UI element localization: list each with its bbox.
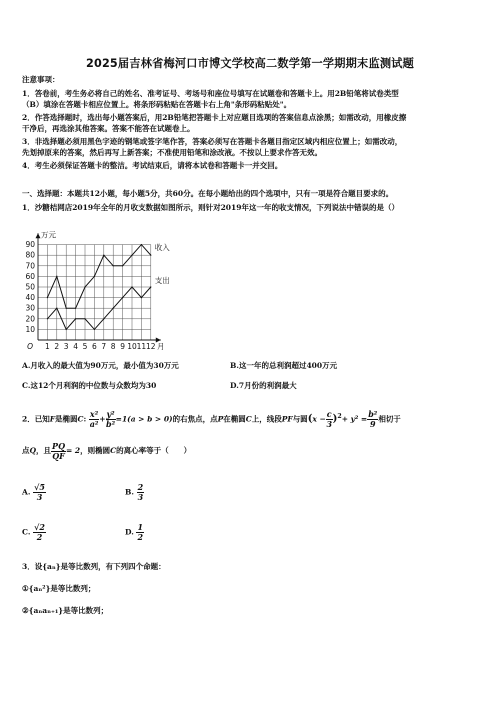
y-tick-label: 80 [25,250,35,260]
q2-option-a[interactable]: A. $\frac{√5}{3}$ [22,482,45,502]
data-point [150,255,151,256]
x-tick-label: 4 [73,342,78,351]
x-unit-label: 月 [157,342,165,351]
q1-option-d[interactable]: D.7月份的利润最大 [230,381,297,390]
data-point [131,255,132,256]
x-tick-label: 1 [45,342,50,351]
data-point [150,286,151,287]
notice-line: 2．作答选择题时，选出每小题答案后，用2B铅笔把答题卡上对应题目选项的答案信息点涂黑；如需改动，用橡皮擦 [22,113,407,122]
q1-option-c[interactable]: C.这12个月利润的中位数与众数均为30 [22,381,157,390]
notice-line: 1．答卷前，考生务必将自己的姓名、准考证号、考场号和座位号填写在试题卷和答题卡上。用2B铅笔将试卷类型 [22,89,399,98]
exam-title: 2025届吉林省梅河口市博文学校高二数学第一学期期末监测试题 [85,57,414,70]
income-expense-chart [22,228,222,353]
data-point [75,308,76,309]
question-3-stem: 3．设{aₙ}是等比数列，有下列四个命题： [22,562,166,571]
q3-item-1: ①{aₙ²}是等比数列； [22,584,96,593]
data-point [94,276,95,277]
x-tick-label: 12 [146,342,156,351]
x-tick-label: 6 [92,342,97,351]
data-point [84,318,85,319]
data-point [141,297,142,298]
notice-line: （B）填涂在答题卡相应位置上。将条形码粘贴在答题卡右上角"条形码粘贴处"。 [22,100,292,109]
x-tick-label: 7 [101,342,107,351]
y-tick-label: 90 [25,240,35,250]
y-unit-label: 万元 [41,230,56,240]
q2-option-b[interactable]: B. $\frac{2}{3}$ [125,482,144,502]
data-point [122,297,123,298]
origin-label: O [27,342,33,351]
data-point [131,286,132,287]
data-point [56,308,57,309]
q1-option-a[interactable]: A.月收入的最大值为90万元，最小值为30万元 [22,361,179,370]
series-label: 收入 [154,243,170,253]
data-point [113,308,114,309]
x-tick-label: 5 [82,342,88,351]
data-point [103,255,104,256]
notice-line: 干净后，再选涂其他答案。答案不能答在试题卷上。 [22,124,195,133]
x-tick-label: 10 [127,342,137,351]
question-2-line-2: 点Q，且 $\frac{PQ}{QF}$ = 2，则椭圆C的离心率等于（ ） [22,440,192,461]
data-point [84,286,85,287]
y-axis-arrow [36,233,41,238]
y-tick-label: 70 [25,261,35,271]
data-point [103,318,104,319]
data-point [113,265,114,266]
q3-item-2: ②{aₙaₙ₊₁}是等比数列； [22,606,109,615]
y-tick-label: 40 [25,293,35,303]
x-tick-label: 2 [54,342,60,351]
data-point [47,297,48,298]
notice-line: 先划掉原来的答案，然后再写上新答案；不准使用铅笔和涂改液。不按以上要求作答无效。 [22,148,322,157]
q2-option-d[interactable]: D. $\frac{1}{2}$ [125,522,144,542]
data-point [66,329,67,330]
x-tick-label: 3 [63,342,69,351]
data-point [75,318,76,319]
data-point [122,265,123,266]
x-tick-label: 9 [120,342,125,351]
data-point [141,244,142,245]
x-tick-label: 11 [136,342,147,351]
data-point [66,308,67,309]
section-heading: 一、选择题：本题共12小题，每小题5分，共60分。在每小题给出的四个选项中，只有一项是符合题目要求的。 [22,189,394,198]
data-point [47,318,48,319]
q2-option-c[interactable]: C. $\frac{√2}{2}$ [22,522,45,542]
notice-heading: 注意事项： [22,75,60,84]
y-tick-label: 60 [25,271,35,281]
y-tick-label: 20 [25,314,35,324]
q1-option-b[interactable]: B.这一年的总利润超过400万元 [230,361,338,370]
x-tick-label: 8 [110,342,116,351]
notice-line: 3．非选择题必须用黑色字迹的钢笔或签字笔作答，答案必须写在答题卡各题目指定区域内相应位置上；如需改动， [22,137,403,146]
data-point [94,329,95,330]
question-1-stem: 1．沙糖桔网店2019年全年的月收支数据如图所示，则针对2019年这一年的收支情况，下列说法中错误的是（） [22,203,399,212]
notice-line: 4．考生必须保证答题卡的整洁。考试结束后，请将本试卷和答题卡一并交回。 [22,161,283,170]
series-label: 支出 [154,276,170,285]
data-point [56,276,57,277]
y-tick-label: 30 [25,303,35,313]
y-tick-label: 50 [25,282,35,292]
question-2-line-1: 2．已知F是椭圆C: $\frac{\text{x²}}{\text{a²}}$ + $\frac{\text{y²}}{\text{b²}}$ =1(a > b > 0)的右焦点，点P在椭圆C上，线段PF与圆(x − $\frac{c}{3}$ )$^2$+ y² = $\frac{\text{b²}}{9}$ 相切于 [22,409,401,429]
y-tick-label: 10 [25,324,35,334]
